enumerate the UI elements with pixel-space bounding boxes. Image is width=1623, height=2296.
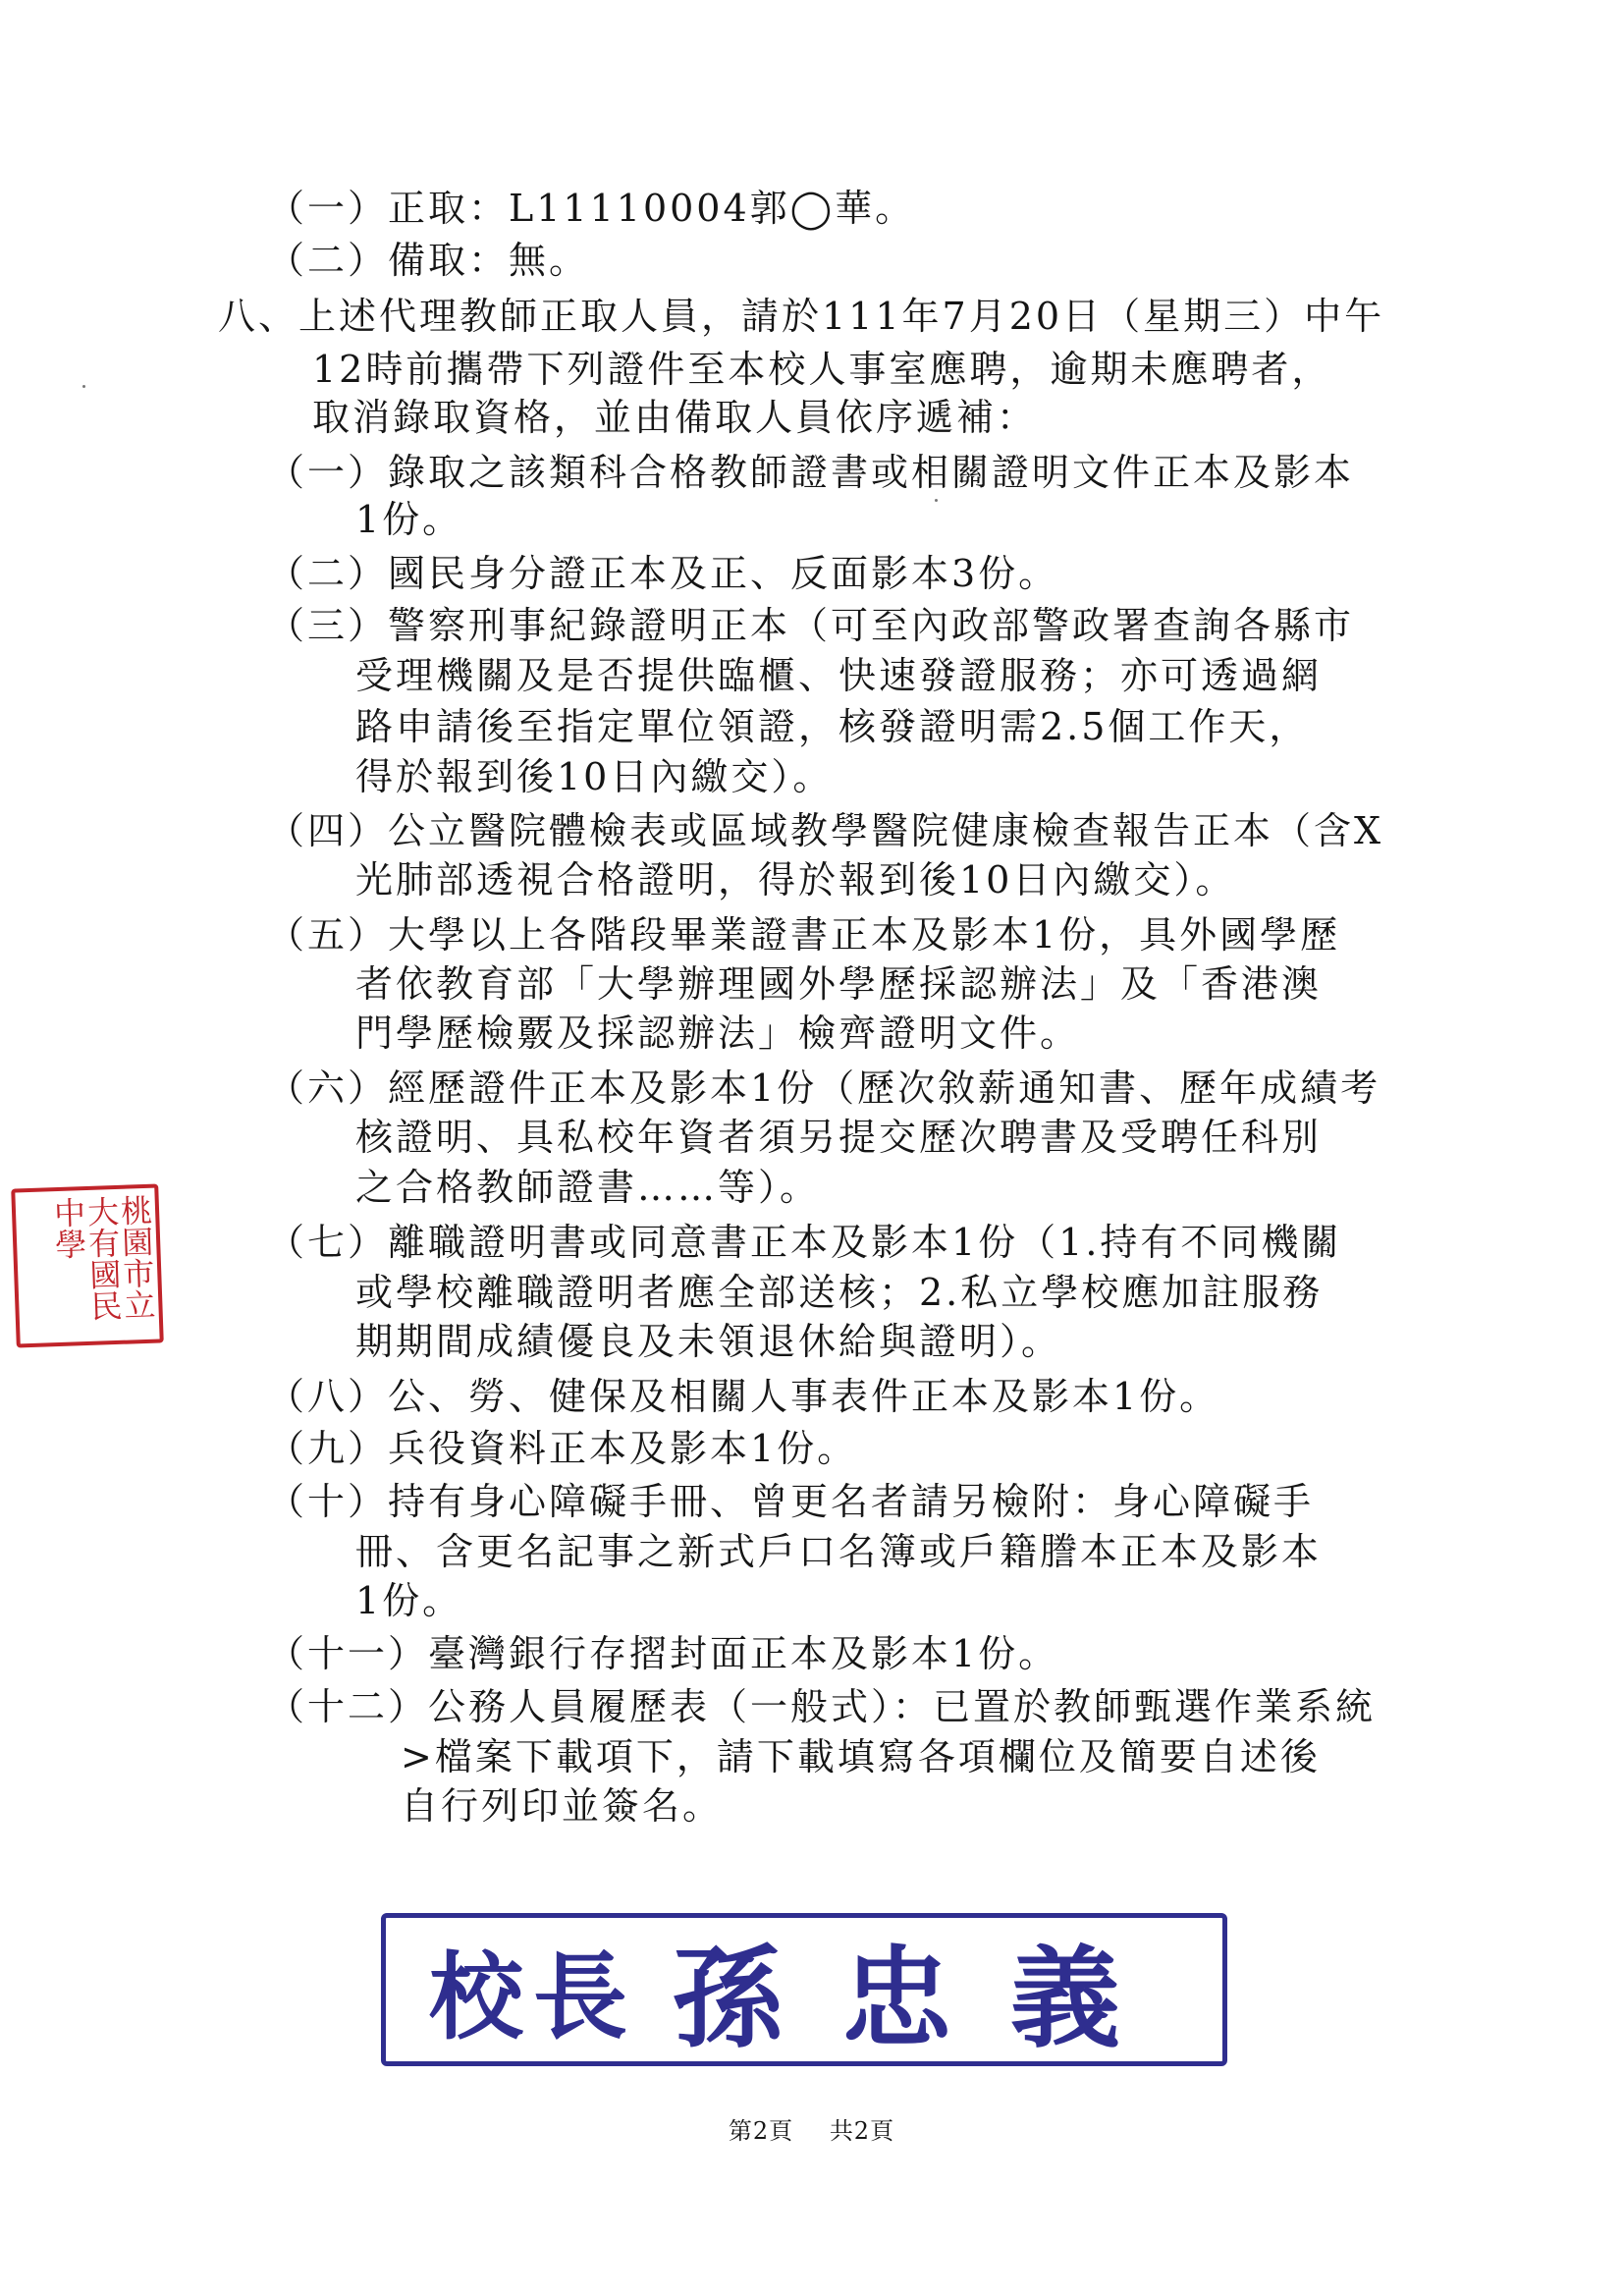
text-line: 冊、含更名記事之新式戶口名簿或戶籍謄本正本及影本: [355, 1530, 1323, 1573]
text-line: 路申請後至指定單位領證，核發證明需2.5個工作天，: [355, 705, 1310, 748]
text-line: （二）國民身分證正本及正、反面影本3份。: [267, 552, 1059, 595]
text-line: （十一）臺灣銀行存摺封面正本及影本1份。: [267, 1632, 1059, 1675]
scan-speck: [82, 385, 85, 388]
text-line: （二）備取：無。: [267, 239, 590, 282]
text-line: （七）離職證明書或同意書正本及影本1份（1.持有不同機關: [267, 1221, 1342, 1264]
text-line: 八、上述代理教師正取人員，請於111年7月20日（星期三）中午: [218, 295, 1385, 338]
page-number: 第2頁: [728, 2117, 794, 2145]
text-line: 1份。: [355, 1579, 463, 1622]
text-line: 或學校離職證明者應全部送核；2.私立學校應加註服務: [355, 1271, 1324, 1314]
page-footer: [0, 2111, 1623, 2146]
text-line: 取消錄取資格，並由備取人員依序遞補：: [312, 396, 1038, 439]
text-line: 自行列印並簽名。: [401, 1784, 724, 1828]
text-line: （六）經歷證件正本及影本1份（歷次敘薪通知書、歷年成績考: [267, 1066, 1381, 1110]
text-line: 1份。: [355, 498, 463, 541]
text-line: （一）錄取之該類科合格教師證書或相關證明文件正本及影本: [267, 451, 1355, 494]
text-line: 光肺部透視合格證明，得於報到後10日內繳交）。: [355, 858, 1236, 902]
text-line: >檔案下載項下，請下載填寫各項欄位及簡要自述後: [401, 1735, 1321, 1778]
text-line: 得於報到後10日內繳交）。: [355, 755, 834, 798]
page-total: 共2頁: [829, 2117, 895, 2145]
text-line: 門學歷檢覈及採認辦法」檢齊證明文件。: [355, 1011, 1081, 1055]
text-line: 之合格教師證書……等）。: [355, 1166, 821, 1209]
text-line: （九）兵役資料正本及影本1份。: [267, 1427, 858, 1470]
scan-speck: [935, 499, 938, 502]
text-line: （一）正取：L11110004郭◯華。: [267, 187, 916, 230]
text-line: 者依教育部「大學辦理國外學歷採認辦法」及「香港澳: [355, 962, 1323, 1006]
principal-seal-stamp: [381, 1913, 1227, 2066]
text-line: （十）持有身心障礙手冊、曾更名者請另檢附：身心障礙手: [267, 1480, 1315, 1523]
text-line: （八）公、勞、健保及相關人事表件正本及影本1份。: [267, 1375, 1220, 1418]
text-line: （十二）公務人員履歷表（一般式）：已置於教師甄選作業系統: [267, 1685, 1377, 1728]
text-line: （四）公立醫院體檢表或區域教學醫院健康檢查報告正本（含X: [267, 809, 1384, 852]
text-line: 12時前攜帶下列證件至本校人事室應聘，逾期未應聘者，: [312, 348, 1332, 391]
text-line: 期期間成績優良及未領退休給與證明）。: [355, 1320, 1062, 1363]
seal-name: 孫忠義: [673, 1934, 1179, 2063]
school-seal-stamp: 桃園市立大有國民中學: [11, 1183, 164, 1347]
text-line: （三）警察刑事紀錄證明正本（可至內政部警政署查詢各縣市: [267, 604, 1355, 647]
text-line: （五）大學以上各階段畢業證書正本及影本1份，具外國學歷: [267, 913, 1341, 957]
text-line: 受理機關及是否提供臨櫃、快速發證服務；亦可透過網: [355, 654, 1323, 697]
seal-title: 校長: [429, 1941, 637, 2052]
text-line: 核證明、具私校年資者須另提交歷次聘書及受聘任科別: [355, 1116, 1323, 1159]
